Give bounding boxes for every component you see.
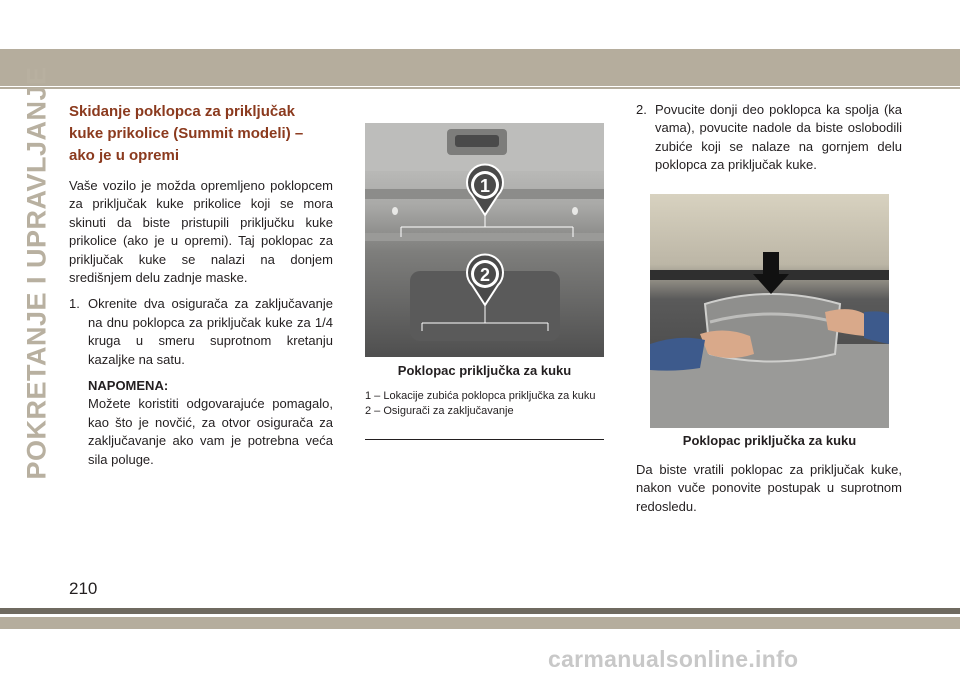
- left-column: [69, 101, 333, 469]
- step-2-text: Povucite donji deo poklopca ka spolja (ka vama), povucite nadole da biste oslobodili zubiće koji se nalaze na gornjem delu poklopca za priključak kuke.: [655, 102, 902, 173]
- callout-2-label: 2: [479, 265, 491, 285]
- figure-cover-removal: [650, 194, 889, 428]
- watermark-text: carmanualsonline.info: [548, 646, 799, 672]
- right-column: [636, 101, 902, 175]
- closing-paragraph: Da biste vratili poklopac za priključak kuke, nakon vuče ponovite postupak u suprotnom redosledu.: [636, 462, 902, 514]
- section-side-tab: [17, 65, 57, 480]
- step-1-text: Okrenite dva osigurača za zaključavanje na dnu poklopca za priključak kuke za 1/4 kruga u smeru suprotnom kretanju kazaljke na satu.: [88, 296, 333, 367]
- step-2-number: 2.: [636, 102, 647, 117]
- legend-rule: [365, 439, 604, 440]
- header-band: [0, 49, 960, 86]
- legend-item-1: 1 – Lokacije zubića poklopca priključka za kuku: [365, 390, 596, 402]
- callout-1-label: 1: [479, 176, 491, 196]
- note-label: NAPOMENA:: [88, 378, 169, 394]
- note-text: Možete koristiti odgovarajuće pomagalo, kao što je novčić, za otvor osigurača za zaključavanje ako vam je potrebna veća sila poluge.: [88, 396, 333, 467]
- footer-rule: [0, 608, 960, 614]
- figure-cover-locations: [365, 123, 604, 357]
- figure-2-caption: Poklopac priključka za kuku: [682, 433, 857, 448]
- step-1: [69, 295, 333, 369]
- intro-paragraph: Vaše vozilo je možda opremljeno poklopcem za priključak kuke prikolice koji se mora skinuti da biste pristupili priključku kuke prikolice (ako je u opremi). Taj poklopac za priključak kuke se nalazi na donjem središnjem delu zadnje maske.: [69, 178, 333, 286]
- section-heading: Skidanje poklopca za priključak kuke prikolice (Summit modeli) – ako je u opremi: [69, 103, 304, 164]
- legend-item-2: 2 – Osigurači za zaključavanje: [365, 404, 514, 417]
- figure-1-caption: Poklopac priključka za kuku: [397, 363, 572, 378]
- step-2: [636, 101, 902, 175]
- footer-band: [0, 617, 960, 629]
- cover-removal-photo: [650, 194, 889, 428]
- figure-1-legend: [365, 389, 604, 418]
- side-tab-label: POKRETANJE I UPRAVLJANJE: [21, 65, 52, 480]
- page-number: 210: [69, 579, 98, 598]
- step-1-number: 1.: [69, 296, 80, 312]
- vehicle-rear-photo: [365, 123, 604, 357]
- note-block: [88, 377, 333, 469]
- header-rule: [0, 87, 960, 89]
